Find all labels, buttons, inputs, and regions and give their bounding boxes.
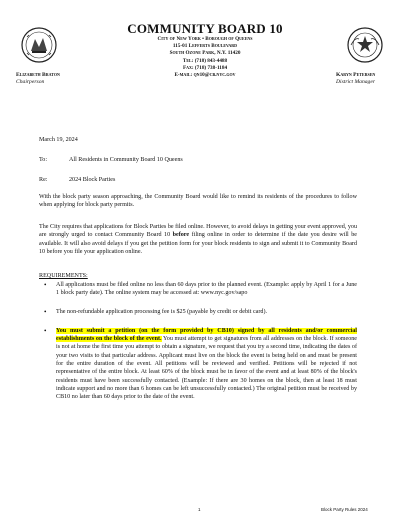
to-line: [39, 156, 183, 164]
borough-line: City of New York • Borough of Queens: [157, 36, 253, 42]
chairperson-title: Chairperson: [16, 79, 45, 85]
letter-date: March 19, 2024: [39, 137, 78, 143]
address-line-1: 115-01 Lefferts Boulevard: [172, 43, 238, 50]
instructions-text-part2: filing online in order to determine if the date you desire will be available. It will also avoid delays if you get the petition form for your block residents to sign and submit it to Community Board 10 before you file your application online.: [39, 232, 357, 255]
requirement-item: • All applications must be filed online no less than 60 days prior to the planned event. (Example: apply by April 1 for a June 1 block party date). The online system may be accessed at: www.nyc.gov/sapo: [39, 281, 357, 298]
instructions-paragraph: [39, 223, 357, 256]
re-line: [39, 176, 115, 184]
petition-details: You must attempt to get signatures from all addresses on the block. If someone is not at home the first time you attempt to obtain a signature, we request that you try a second time, indicating the dates of your two visits to that particular address. Applicant must live on the block the event is being held on and must be present for the entire duration of the event. All petitions will be reviewed and verified. Petitions will be rejected if not representative of the entire block. At least 60% of the block must be in favor of the event and at least 80% of the block's residents must have been successfully contacted. (Example: If there are 30 homes on the block, then at least 18 must indicate support and no more than 6 homes can be left unsuccessfully contacted.) The original petition must be received by CB10 no later than 60 days prior to the date of the event.: [56, 336, 357, 401]
organization-name: COMMUNITY BOARD 10: [127, 21, 283, 36]
instructions-text-part1: The City requires that applications for Block Parties be filed online. However, to avoid delays in getting your event approved, you are strongly urged to contact Community Board 10: [39, 224, 357, 239]
to-value: All Residents in Community Board 10 Queens: [69, 157, 183, 163]
borough-seal-icon: [347, 27, 383, 63]
re-value: 2024 Block Parties: [69, 177, 116, 183]
re-label: Re:: [39, 177, 48, 183]
telephone: Tel: (718) 843-4488: [182, 57, 228, 64]
to-label: To:: [39, 157, 48, 163]
requirements-list: [39, 281, 357, 402]
email: E-mail: qn10@cb.nyc.gov: [174, 72, 236, 79]
chairperson-block: [16, 72, 60, 86]
chairperson-name: Elizabeth Braton: [16, 72, 60, 78]
letterhead: [120, 22, 290, 79]
requirement-item: • The non-refundable application processing fee is $25 (payable by credit or debit card).: [39, 308, 357, 316]
instructions-emphasis: before: [172, 232, 190, 239]
fax: Fax: (718) 738-1184: [182, 64, 228, 71]
district-manager-block: [336, 72, 375, 86]
requirements-heading: REQUIREMENTS:: [39, 273, 88, 279]
district-manager-title: District Manager: [336, 79, 375, 85]
intro-paragraph: With the block party season approaching, the Community Board would like to remind its residents of the procedures to follow when applying for block party permits.: [39, 194, 357, 209]
requirement-item: [39, 327, 357, 402]
page-number: 1: [198, 507, 201, 512]
footer-label: Block Party Rules 2024: [321, 507, 368, 512]
district-manager-name: Karyn Petersen: [336, 72, 376, 78]
address-line-2: South Ozone Park, N.Y. 11420: [169, 50, 241, 57]
city-seal-icon: [21, 27, 57, 63]
petition-highlight: You must submit a petition (on the form provided by CB10) signed by all residents and/or commercial establishments on the block of the event.: [56, 327, 357, 343]
